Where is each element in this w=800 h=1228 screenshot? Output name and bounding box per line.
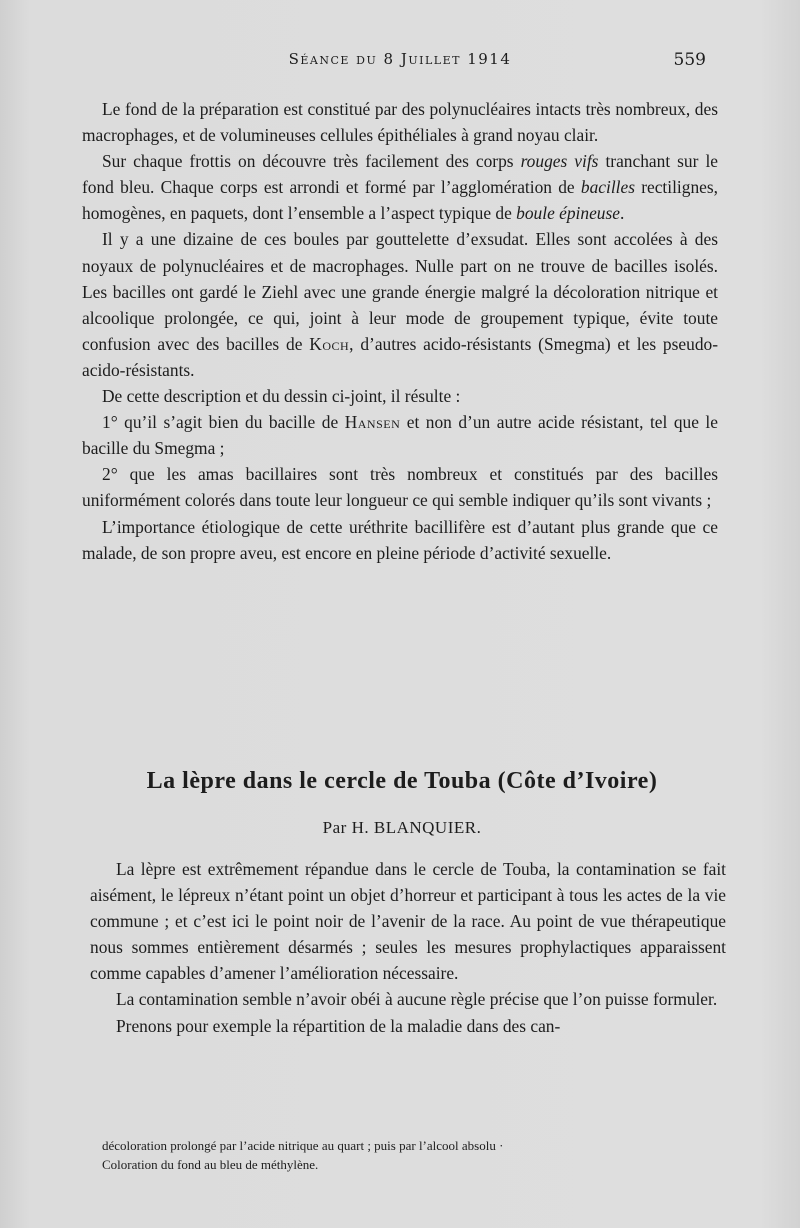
paragraph: Le fond de la préparation est constitué par des polynucléaires intacts très nombreux, des macrophages, et de volumineuses cellules épithéliales à grand noyau clair. bbox=[82, 99, 718, 146]
footnote-line: Coloration du fond au bleu de méthylène. bbox=[102, 1157, 319, 1172]
article-2-body bbox=[90, 856, 726, 1039]
article-byline: Par H. BLANQUIER. bbox=[322, 818, 482, 837]
paragraph: Prenons pour exemple la répartition de la maladie dans des can- bbox=[116, 1015, 561, 1036]
paragraph: De cette description et du dessin ci-joint, il résulte : bbox=[102, 386, 461, 407]
paragraph: 2° que les amas bacillaires sont très nombreux et constitués par des bacilles uniformément colorés dans toute leur longueur ce qui semble indiquer qu’ils sont vivants ; bbox=[82, 464, 718, 511]
running-head: Séance du 8 Juillet 1914 bbox=[288, 50, 512, 68]
footnote-line: décoloration prolongé par l’acide nitrique au quart ; puis par l’alcool absolu · bbox=[102, 1138, 504, 1153]
page-header bbox=[0, 50, 800, 72]
paragraph: La lèpre est extrêmement répandue dans le cercle de Touba, la contamination se fait aisément, le lépreux n’étant point un objet d’horreur et participant à tous les actes de la vie commune ; et c’est ici le point noir de l’avenir de la race. Au point de vue thérapeutique nous sommes entièrement désarmés ; seules les mesures prophylactiques apparaissent comme capables d’amener l’amélioration nécessaire. bbox=[90, 859, 726, 984]
paragraph: L’importance étiologique de cette uréthrite bacillifère est d’autant plus grande que ce malade, de son propre aveu, est encore en pleine période d’activité sexuelle. bbox=[82, 516, 718, 563]
article-title: La lèpre dans le cercle de Touba (Côte d’Ivoire) bbox=[146, 768, 658, 794]
article-1-body bbox=[82, 96, 718, 566]
footnote bbox=[102, 1136, 732, 1174]
paragraph: Il y a une dizaine de ces boules par gouttelette d’exsudat. Elles sont accolées à des noyaux de polynucléaires et de macrophages. Nulle part on ne trouve de bacilles isolés. Les bacilles ont gardé le Ziehl avec une grande énergie malgré la décoloration nitrique et alcoolique prolongée, ce qui, joint à leur mode de groupement typique, évite toute confusion avec des bacilles de Koch, d’autres acido-résistants (Smegma) et les pseudo-acido-résistants. bbox=[82, 229, 718, 380]
paragraph: 1° qu’il s’agit bien du bacille de Hansen et non d’un autre acide résistant, tel que le bacille du Smegma ; bbox=[82, 412, 718, 459]
paragraph: Sur chaque frottis on découvre très facilement des corps rouges vifs tranchant sur le fond bleu. Chaque corps est arrondi et formé par l’agglomération de bacilles rectilignes, homogènes, en paquets, dont l’ensemble a l’aspect typique de boule épineuse. bbox=[82, 151, 718, 224]
paragraph: La contamination semble n’avoir obéi à aucune règle précise que l’on puisse formuler. bbox=[116, 989, 718, 1010]
page-number: 559 bbox=[673, 50, 706, 70]
